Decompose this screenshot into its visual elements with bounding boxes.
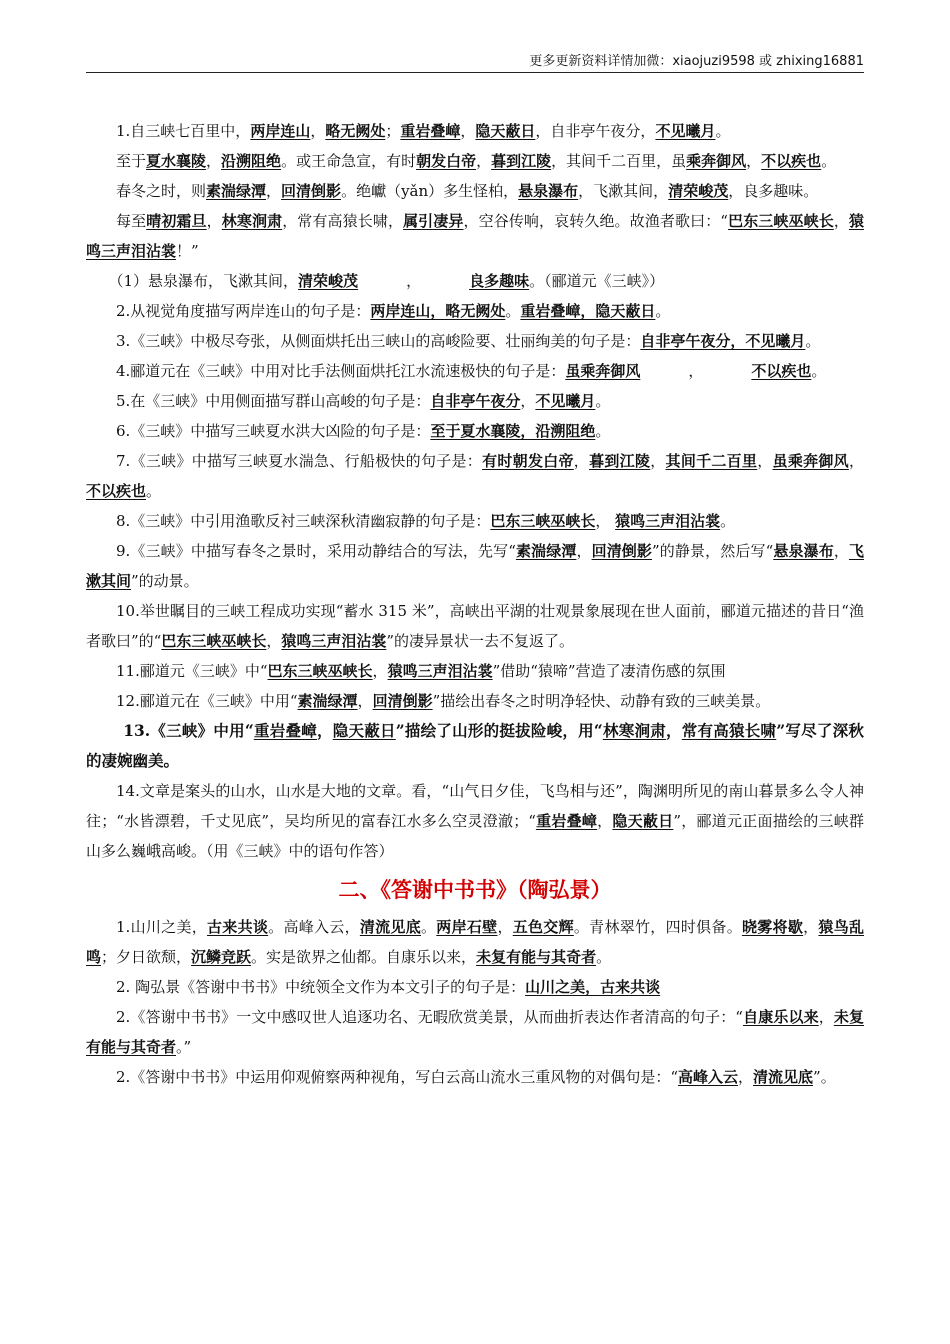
dxzss-question-2a: 2. 陶弘景《答谢中书书》中统领全文作为本文引子的句子是：山川之美，古来共谈 xyxy=(116,978,661,996)
sanxia-question-11: 11.郦道元《三峡》中“巴东三峡巫峡长，猿鸣三声泪沾裳”借助“猿啼”营造了凄清伤感的氛围 xyxy=(116,662,726,680)
sanxia-question-6: 6.《三峡》中描写三峡夏水洪大凶险的句子是：至于夏水襄陵，沿溯阻绝。 xyxy=(116,422,611,440)
sanxia-question-2: 2.从视觉角度描写两岸连山的句子是：两岸连山，略无阙处。重岩叠嶂，隐天蔽日。 xyxy=(116,302,671,320)
header-contact-text: 更多更新资料详情加微：xiaojuzi9598 或 zhixing16881 xyxy=(529,54,864,69)
sanxia-question-7: 7.《三峡》中描写三峡夏水湍急、行船极快的句子是：有时朝发白帝，暮到江陵，其间千二百里，虽乘奔御风，不以疾也。 xyxy=(86,452,864,500)
document-body xyxy=(86,116,864,1092)
sanxia-question-10: 10.举世瞩目的三峡工程成功实现“蓄水 315 米”，高峡出平湖的壮观景象展现在世人面前，郦道元描述的昔日“渔者歌曰”的“巴东三峡巫峡长，猿鸣三声泪沾裳”的凄异景状一去不复返了。 xyxy=(86,602,864,650)
section-heading-dxzss: 二、《答谢中书书》（陶弘景） xyxy=(338,878,612,902)
sanxia-question-9: 9.《三峡》中描写春冬之景时，采用动静结合的写法，先写“素湍绿潭，回清倒影”的静景，然后写“悬泉瀑布，飞漱其间”的动景。 xyxy=(86,542,864,590)
page-header xyxy=(86,50,864,73)
dxzss-question-2c: 2.《答谢中书书》中运用仰观俯察两种视角，写白云高山流水三重风物的对偶句是：“高峰入云，清流见底”。 xyxy=(116,1068,836,1086)
sanxia-paragraph-3: 春冬之时，则素湍绿潭，回清倒影。绝巘（yǎn）多生怪柏，悬泉瀑布，飞漱其间，清荣峻茂，良多趣味。 xyxy=(116,182,819,200)
sanxia-question-13: 13.《三峡》中用“重岩叠嶂，隐天蔽日”描绘了山形的挺拔险峻，用“林寒涧肃，常有高猿长啸”写尽了深秋的凄婉幽美。 xyxy=(86,721,864,770)
sanxia-question-8: 8.《三峡》中引用渔歌反衬三峡深秋清幽寂静的句子是：巴东三峡巫峡长， 猿鸣三声泪沾裳。 xyxy=(116,512,736,530)
sanxia-question-12: 12.郦道元在《三峡》中用“素湍绿潭，回清倒影”描绘出春冬之时明净轻快、动静有致的三峡美景。 xyxy=(116,692,771,710)
sanxia-question-5: 5.在《三峡》中用侧面描写群山高峻的句子是：自非亭午夜分，不见曦月。 xyxy=(116,392,611,410)
dxzss-paragraph-1: 1.山川之美，古来共谈。高峰入云，清流见底。两岸石壁，五色交辉。青林翠竹，四时俱备。晓雾将歇，猿鸟乱鸣；夕日欲颓，沉鳞竞跃。实是欲界之仙都。自康乐以来，未复有能与其奇者。 xyxy=(86,918,864,966)
sanxia-question-4: 4.郦道元在《三峡》中用对比手法侧面烘托江水流速极快的句子是：虽乘奔御风 ， 不以疾也。 xyxy=(116,362,827,380)
sanxia-paragraph-4: 每至晴初霜旦，林寒涧肃，常有高猿长啸，属引凄异，空谷传响，哀转久绝。故渔者歌曰：“巴东三峡巫峡长，猿鸣三声泪沾裳！” xyxy=(86,212,864,260)
sanxia-paragraph-2: 至于夏水襄陵，沿溯阻绝。或王命急宣，有时朝发白帝，暮到江陵，其间千二百里，虽乘奔御风，不以疾也。 xyxy=(116,152,837,170)
sanxia-question-14: 14.文章是案头的山水，山水是大地的文章。看，“山气日夕佳，飞鸟相与还”，陶渊明所见的南山暮景多么令人神往；“水皆漂碧，千丈见底”，吴均所见的富春江水多么空灵澄澈；“重岩叠嶂，隐天蔽日”，郦道元正面描绘的三峡群山多么巍峨高峻。（用《三峡》中的语句作答） xyxy=(86,782,864,860)
sanxia-question-3: 3.《三峡》中极尽夸张，从侧面烘托出三峡山的高峻险要、壮丽绚美的句子是：自非亭午夜分，不见曦月。 xyxy=(116,332,821,350)
sanxia-exercise-1: （1）悬泉瀑布，飞漱其间，清荣峻茂 ， 良多趣味。（郦道元《三峡》） xyxy=(108,272,665,290)
dxzss-question-2b: 2.《答谢中书书》一文中感叹世人追逐功名、无暇欣赏美景，从而曲折表达作者清高的句子：“自康乐以来，未复有能与其奇者。” xyxy=(86,1008,864,1056)
sanxia-paragraph-1: 1.自三峡七百里中，两岸连山，略无阙处；重岩叠嶂，隐天蔽日，自非亭午夜分，不见曦月。 xyxy=(116,122,731,140)
